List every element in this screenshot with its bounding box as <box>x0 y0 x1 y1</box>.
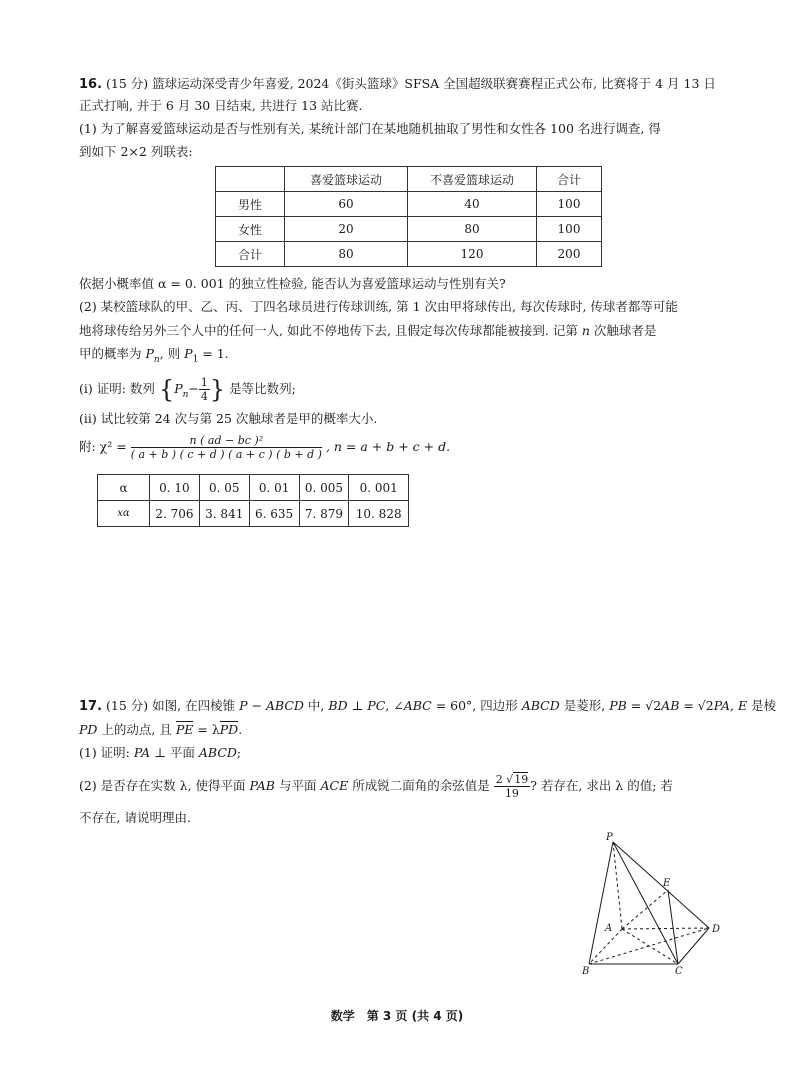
q17-math: ABCD <box>521 698 560 713</box>
q17-text: 是菱形, <box>563 698 606 713</box>
table-label-cell: α <box>98 475 150 501</box>
q16-part1-a: (1) 为了解喜爱篮球运动是否与性别有关, 某统计部门在某地随机抽取了男性和女性各 100 名进行调查, 得 <box>79 121 661 136</box>
q17-math: ACE <box>320 778 349 793</box>
q17-part3: 不存在, 请说明理由. <box>79 810 191 825</box>
q16-part-i-text: (ⅰ) 证明: 数列 <box>79 381 155 396</box>
sub-1: 1 <box>192 354 199 365</box>
q17-math: P − ABCD <box>239 698 304 713</box>
table-row <box>216 242 602 267</box>
q16-intro-2: 正式打响, 并于 6 月 30 日结束, 共进行 13 站比赛. <box>79 98 363 113</box>
q17-text: ; <box>236 745 242 760</box>
q17-math: PB <box>609 698 627 713</box>
table-row <box>216 217 602 242</box>
table-cell: 0. 01 <box>249 475 299 501</box>
q17-text: = √2 <box>679 698 714 713</box>
page-footer: 数学 第 3 页 (共 4 页) <box>330 1009 464 1023</box>
q17-text: 所成锐二面角的余弦值是 <box>352 778 490 793</box>
frac-num: 1 <box>200 376 208 389</box>
chi-square-label: 附: χ² = <box>79 439 127 454</box>
table-cell: 60 <box>285 192 408 217</box>
q17-math: E <box>737 698 748 713</box>
q16-part2-b-text: 地将球传给另外三个人中的任何一人, 如此不停地传下去, 且假定每次传球都能被接到. 记第 <box>79 323 578 338</box>
table-cell: 男性 <box>216 192 285 217</box>
table-cell: 合计 <box>216 242 285 267</box>
table-header-cell <box>216 167 285 192</box>
edge-AB <box>589 929 622 964</box>
label-D: D <box>712 924 721 935</box>
q17-math: PA <box>713 698 731 713</box>
q17-math: ABC <box>403 698 432 713</box>
q16-number: 16. <box>79 77 103 92</box>
q16-part2-c-end: = 1. <box>198 346 229 361</box>
table-cell: 80 <box>408 217 537 242</box>
edge-CD <box>678 928 709 964</box>
sub-n: n <box>153 354 160 365</box>
table-cell: 40 <box>408 192 537 217</box>
q16-intro-1: (15 分) 篮球运动深受青少年喜爱, 2024《街头篮球》SFSA 全国超级联赛赛程正式公布, 比赛将于 4 月 13 日 <box>106 76 716 91</box>
seg-AE <box>622 890 668 929</box>
brace-left: { <box>158 375 175 404</box>
var-P1: P <box>184 346 193 361</box>
fraction-one-quarter <box>199 376 210 403</box>
edge-PB <box>589 842 613 964</box>
label-C: C <box>675 966 683 977</box>
critical-values-table <box>97 474 409 527</box>
q17-text: 与平面 <box>278 778 317 793</box>
contingency-table <box>215 166 602 267</box>
pyramid-figure <box>575 828 725 978</box>
q17-text: 是棱 <box>751 698 777 713</box>
fraction-2sqrt19-over-19 <box>494 773 531 800</box>
seg-EC <box>668 890 678 964</box>
table-cell: 0. 10 <box>150 475 200 501</box>
q16-part2-b <box>79 322 656 340</box>
table-cell: 0. 005 <box>299 475 349 501</box>
q17-math: AB <box>661 698 680 713</box>
brace-right: } <box>209 375 226 404</box>
table-row <box>216 192 602 217</box>
q17-text: , ∠ <box>385 698 404 713</box>
q17-text: = √2 <box>626 698 662 713</box>
table-row <box>98 475 409 501</box>
q16-part2-a: (2) 某校篮球队的甲、乙、丙、丁四名球员进行传球训练, 第 1 次由甲将球传出, 每次传球时, 传球者都等可能 <box>79 299 678 314</box>
table-cell: 6. 635 <box>249 501 299 527</box>
frac-num-radicand: 19 <box>514 773 529 786</box>
table-label-cell: xα <box>98 501 150 527</box>
q17-text: 上的动点, 且 <box>101 722 172 737</box>
table-cell: 3. 841 <box>199 501 249 527</box>
q17-number: 17. <box>79 699 103 714</box>
q16-part2-c <box>79 345 229 369</box>
table-cell: 100 <box>537 217 602 242</box>
q17-text: (2) 是否存在实数 λ, 使得平面 <box>79 778 246 793</box>
table-cell: 100 <box>537 192 602 217</box>
diag-AC <box>622 929 678 964</box>
vector-PD: PD <box>219 722 239 737</box>
q16-part2-c-mid: , 则 <box>159 346 181 361</box>
var-P: P <box>145 346 154 361</box>
label-A: A <box>605 923 613 934</box>
label-E: E <box>663 878 671 889</box>
q17-part1 <box>79 744 241 762</box>
label-P: P <box>606 832 613 843</box>
table-cell: 80 <box>285 242 408 267</box>
minus-sign: − <box>188 381 199 396</box>
q17-math: PD <box>79 722 98 737</box>
table-cell: 120 <box>408 242 537 267</box>
table-cell: 女性 <box>216 217 285 242</box>
vector-PE: PE <box>175 722 194 737</box>
table-header-cell: 不喜爱篮球运动 <box>408 167 537 192</box>
q17-text: ⊥ 平面 <box>150 745 195 760</box>
q16-part1-b: 到如下 2×2 列联表: <box>79 144 193 159</box>
q17-part2 <box>79 770 673 802</box>
q17-text: (15 分) 如图, 在四棱锥 <box>106 698 236 713</box>
q16-part-ii: (ⅱ) 试比较第 24 次与第 25 次触球者是甲的概率大小. <box>79 411 378 426</box>
q17-math: BD ⊥ PC <box>328 698 386 713</box>
q17-text: (1) 证明: <box>79 745 130 760</box>
q16-line1 <box>79 75 716 94</box>
q17-text: = 60°, 四边形 <box>431 698 518 713</box>
frac-den: 4 <box>200 390 208 403</box>
q17-text: . <box>238 722 243 737</box>
q16-part2-b-tail: 次触球者是 <box>593 323 657 338</box>
sub-n: n <box>182 389 189 400</box>
var-n: n <box>581 323 590 338</box>
q17-text: 中, <box>307 698 325 713</box>
q16-appendix-formula <box>79 432 450 462</box>
edge-PC <box>613 842 678 964</box>
frac-num: n ( ad − bc )² <box>131 434 322 448</box>
frac-den: ( a + b ) ( c + d ) ( a + c ) ( b + d ) <box>130 448 322 461</box>
label-B: B <box>582 966 590 977</box>
edge-PD <box>613 842 709 928</box>
q17-line2 <box>79 721 242 739</box>
table-cell: 2. 706 <box>150 501 200 527</box>
frac-den: 19 <box>504 787 519 800</box>
var-P: P <box>174 381 183 396</box>
frac-num: 2 √19 <box>495 773 529 786</box>
q16-part1-c: 依据小概率值 α = 0. 001 的独立性检验, 能否认为喜爱篮球运动与性别有关? <box>79 276 506 291</box>
chi-square-fraction <box>131 434 322 461</box>
table-cell: 0. 001 <box>349 475 409 501</box>
q17-text: , <box>730 698 738 713</box>
n-definition: , n = a + b + c + d. <box>325 439 451 454</box>
table-cell: 10. 828 <box>349 501 409 527</box>
frac-num-coef: 2 <box>495 773 503 786</box>
table-cell: 7. 879 <box>299 501 349 527</box>
table-cell: 0. 05 <box>199 475 249 501</box>
edge-PA <box>613 842 622 929</box>
q17-line1 <box>79 697 776 716</box>
q17-math: PAB <box>249 778 275 793</box>
table-header-cell: 合计 <box>537 167 602 192</box>
q16-part2-c-text: 甲的概率为 <box>79 346 142 361</box>
q17-text: = λ <box>193 722 220 737</box>
table-row <box>98 501 409 527</box>
table-cell: 200 <box>537 242 602 267</box>
q17-math: ABCD <box>198 745 237 760</box>
q16-part-i-tail: 是等比数列; <box>229 381 296 396</box>
table-header-cell: 喜爱篮球运动 <box>285 167 408 192</box>
q17-text: ? 若存在, 求出 λ 的值; 若 <box>530 778 673 793</box>
table-header-row <box>216 167 602 192</box>
q17-math: PA <box>133 745 151 760</box>
q16-part-i <box>79 376 296 408</box>
table-cell: 20 <box>285 217 408 242</box>
edge-AD <box>622 928 709 929</box>
